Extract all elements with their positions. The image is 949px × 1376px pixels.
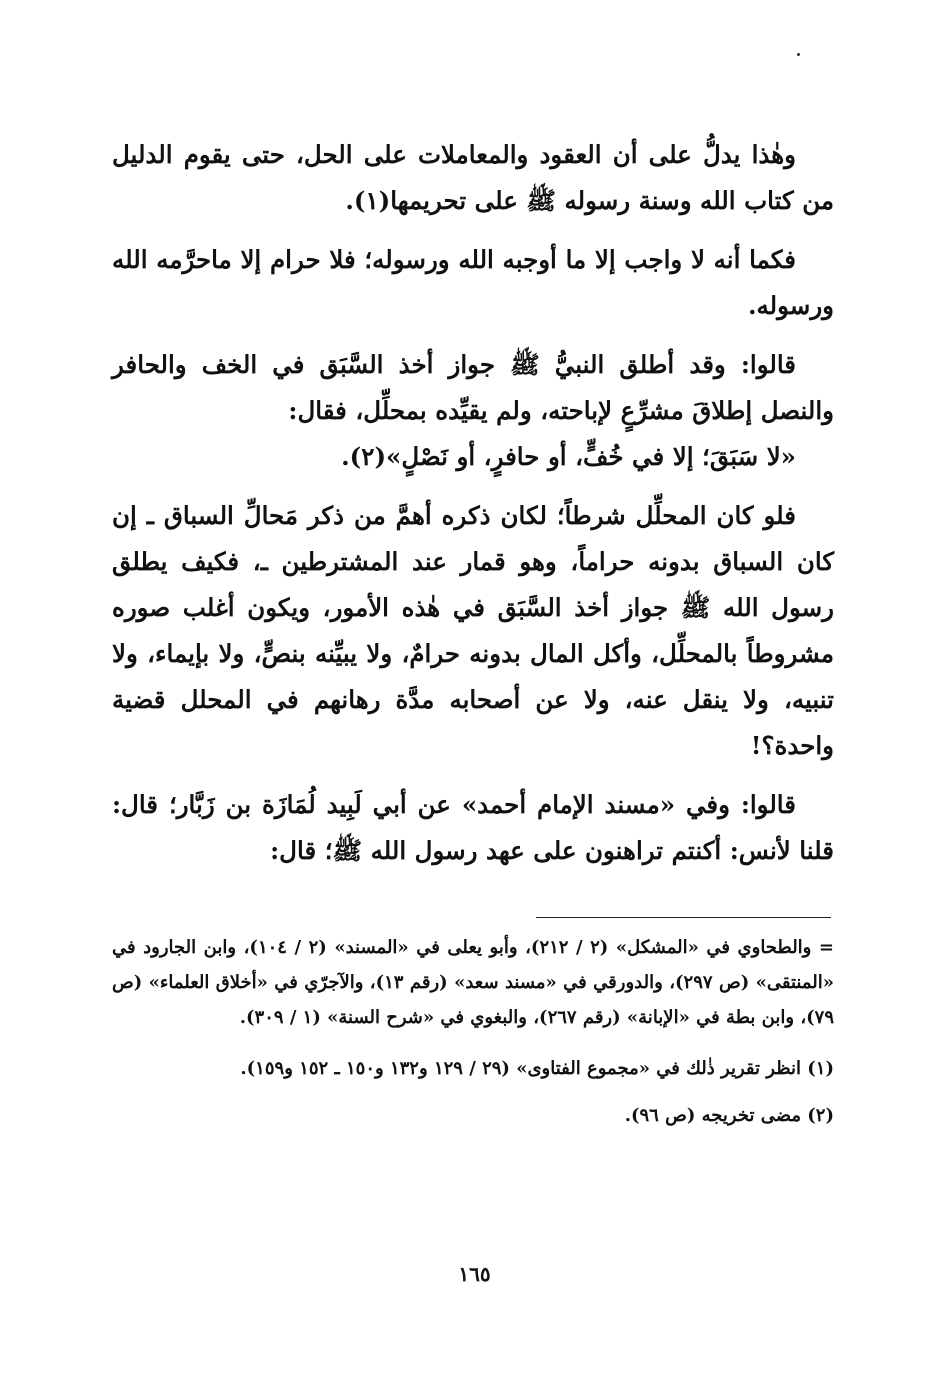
paragraph-3: قالوا: وقد أطلق النبيُّ ﷺ جواز أخذ السَّبَق في الخف والحافر والنصل إطلاقَ مشرِّعٍ لإباحته، ولم يقيِّده بمحلِّل، فقال: [112, 350, 834, 425]
footnote-2: (٢) مضى تخريجه (ص ٩٦). [624, 1105, 834, 1126]
footnotes [112, 930, 834, 1133]
paragraph-4: فلو كان المحلِّل شرطاً؛ لكان ذكره أهمَّ من ذكر مَحالِّ السباق ـ إن كان السباق بدونه حراماً، وهو قمار عند المشترطين ـ، فكيف يطلق رسول الله ﷺ جواز أخذ السَّبَق في هٰذه الأمور، ويكون أغلب صوره مشروطاً بالمحلِّل، وأكل المال بدونه حرامٌ، ولا يبيِّنه بنصٍّ، ولا بإيماء، ولا تنبيه، ولا ينقل عنه، ولا عن أصحابه مدَّة رهانهم في المحلل قضية واحدة؟! [112, 501, 834, 760]
page-number: ١٦٥ [458, 1262, 491, 1286]
paragraph-1: وهٰذا يدلُّ على أن العقود والمعاملات على الحل، حتى يقوم الدليل من كتاب الله وسنة رسوله ﷺ على تحريمها(١). [112, 140, 834, 215]
footnote-divider [536, 917, 831, 918]
main-text [112, 132, 834, 874]
stray-dot-mark [797, 53, 800, 56]
paragraph-5: قالوا: وفي «مسند الإمام أحمد» عن أبي لَبِيد لُمَازَة بن زَبَّار؛ قال: قلنا لأنس: أكنتم تراهنون على عهد رسول الله ﷺ؛ قال: [112, 790, 834, 865]
footnote-continuation: = والطحاوي في «المشكل» (٢ / ٢١٢)، وأبو يعلى في «المسند» (٢ / ١٠٤)، وابن الجارود في «المنتقى» (ص ٢٩٧)، والدورقي في «مسند سعد» (رقم ١٣)، والآجرّي في «أخلاق العلماء» (ص ٧٩)، وابن بطة في «الإبانة» (رقم ٢٦٧)، والبغوي في «شرح السنة» (١ / ٣٠٩). [112, 937, 834, 1028]
paragraph-2: فكما أنه لا واجب إلا ما أوجبه الله ورسوله؛ فلا حرام إلا ماحرَّمه الله ورسوله. [112, 245, 834, 320]
footnote-1: (١) انظر تقرير ذٰلك في «مجموع الفتاوى» (٢٩ / ١٢٩ و١٣٢ و١٥٠ ـ ١٥٢ و١٥٩). [240, 1058, 834, 1079]
hadith-quote: «لا سَبَقَ؛ إلا في خُفٍّ، أو حافرٍ، أو نَصْلٍ»(٢). [341, 442, 796, 471]
